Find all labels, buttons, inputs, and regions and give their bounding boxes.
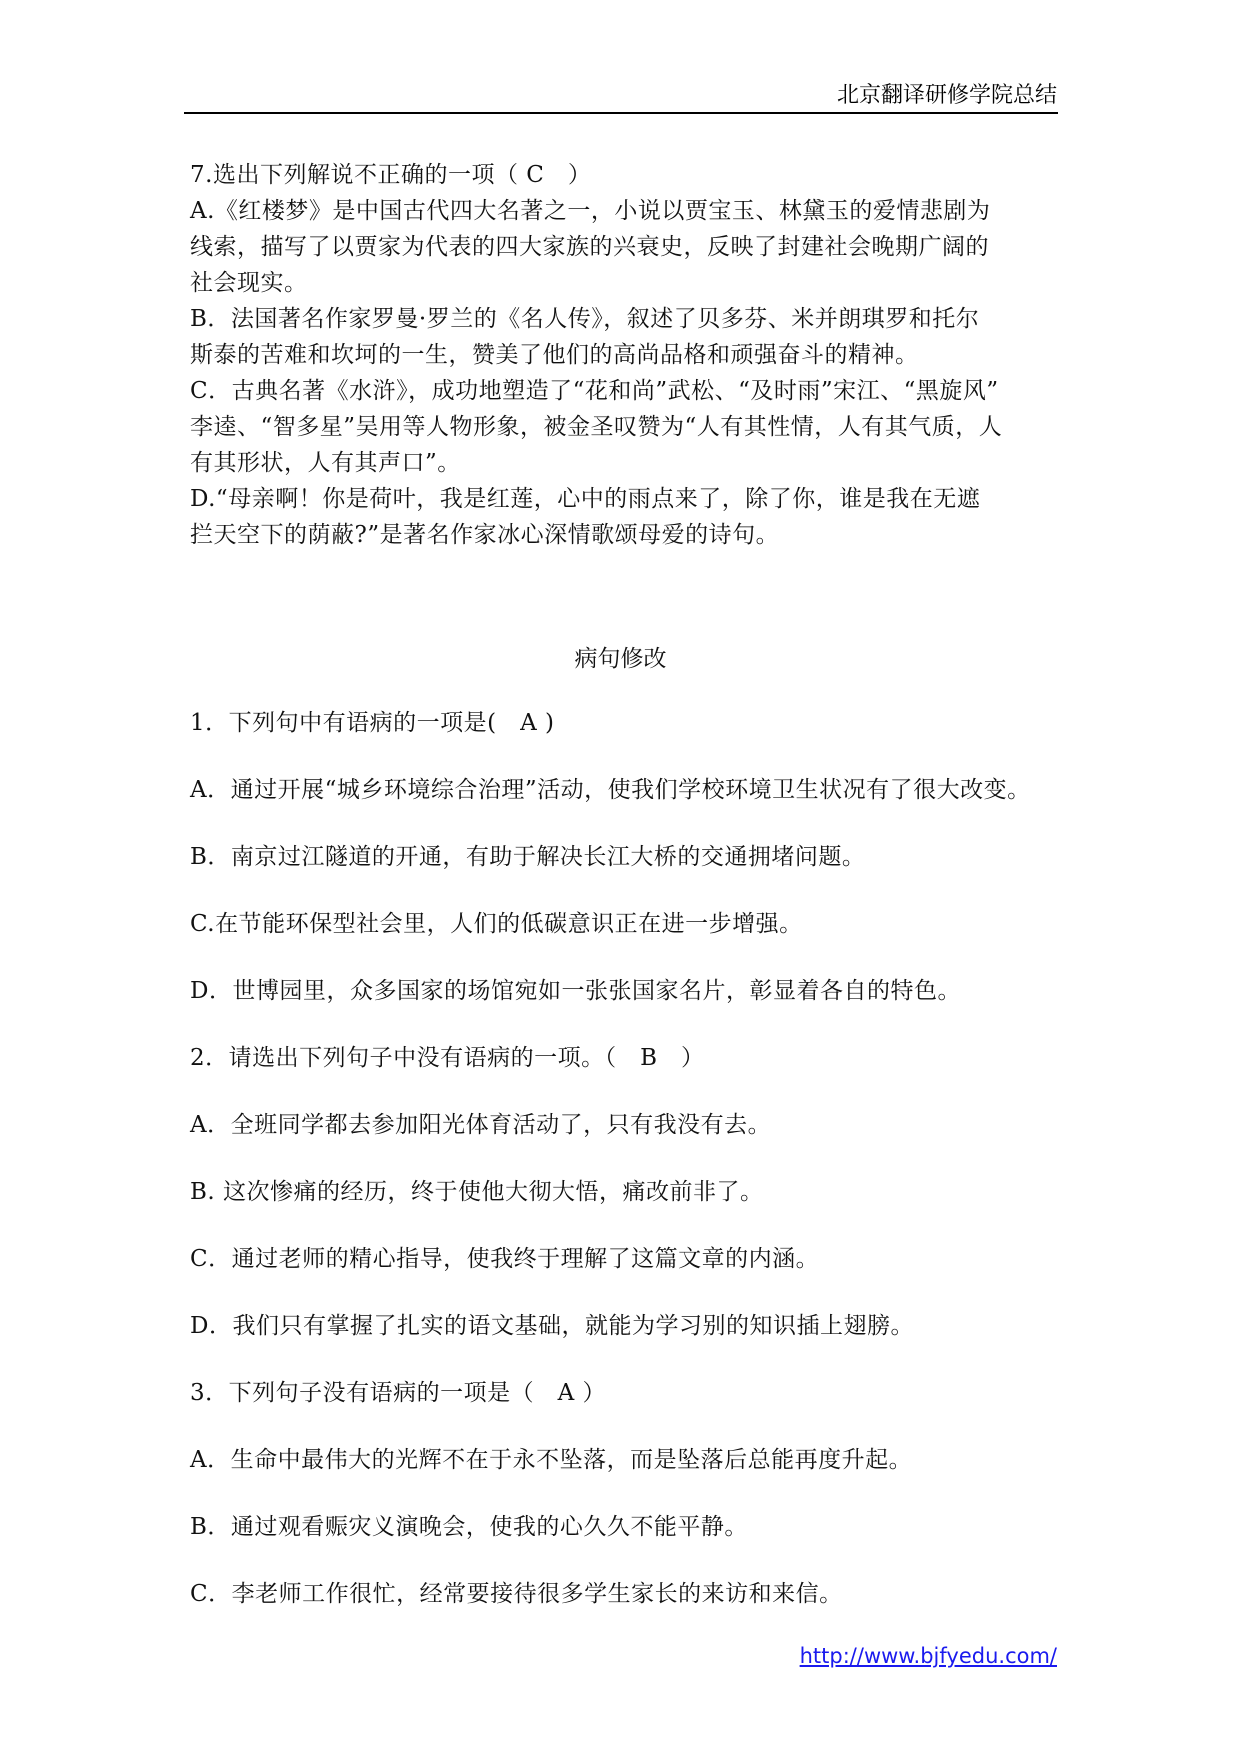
question-7 <box>190 157 1050 553</box>
list-item: B. 这次惨痛的经历，终于使他大彻大悟，痛改前非了。 <box>190 1179 764 1205</box>
list-item: A．全班同学都去参加阳光体育活动了，只有我没有去。 <box>190 1112 772 1138</box>
list-item: D．世博园里，众多国家的场馆宛如一张张国家名片，彰显着各自的特色。 <box>190 978 961 1004</box>
list-item: 1．下列句中有语病的一项是( A ) <box>190 710 555 736</box>
list-item: A．通过开展“城乡环境综合治理”活动，使我们学校环境卫生状况有了很大改变。 <box>190 777 1031 803</box>
question-line: 线索，描写了以贾家为代表的四大家族的兴衰史，反映了封建社会晚期广阔的 <box>190 234 989 260</box>
header-title: 北京翻译研修学院总结 <box>836 83 1057 108</box>
list-item: D．我们只有掌握了扎实的语文基础，就能为学习别的知识插上翅膀。 <box>190 1313 914 1339</box>
question-line: 斯泰的苦难和坎坷的一生，赞美了他们的高尚品格和顽强奋斗的精神。 <box>190 342 919 368</box>
list-item: C．李老师工作很忙，经常要接待很多学生家长的来访和来信。 <box>190 1581 843 1607</box>
list-item: 3．下列句子没有语病的一项是（ A ） <box>190 1380 607 1406</box>
question-line: 社会现实。 <box>190 270 308 296</box>
question-stem: 7.选出下列解说不正确的一项（ C ） <box>190 162 592 188</box>
list-item: C.在节能环保型社会里，人们的低碳意识正在进一步增强。 <box>190 911 803 937</box>
question-line: 有其形状，人有其声口”。 <box>190 450 461 476</box>
question-line: D.“母亲啊！你是荷叶，我是红莲，心中的雨点来了，除了你，谁是我在无遮 <box>190 486 981 512</box>
question-line: A.《红楼梦》是中国古代四大名著之一，小说以贾宝玉、林黛玉的爱情悲剧为 <box>190 198 991 224</box>
question-line: 李逵、“智多星”吴用等人物形象，被金圣叹赞为“人有其性情，人有其气质，人 <box>190 414 1003 440</box>
list-item: B．南京过江隧道的开通，有助于解决长江大桥的交通拥堵问题。 <box>190 844 866 870</box>
question-line: C．古典名著《水浒》，成功地塑造了“花和尚”武松、“及时雨”宋江、“黑旋风” <box>190 378 999 404</box>
list-item: C．通过老师的精心指导，使我终于理解了这篇文章的内涵。 <box>190 1246 820 1272</box>
section-title: 病句修改 <box>574 646 667 672</box>
question-line: B．法国著名作家罗曼·罗兰的《名人传》，叙述了贝多芬、米并朗琪罗和托尔 <box>190 306 980 332</box>
list-item: B．通过观看赈灾义演晚会，使我的心久久不能平静。 <box>190 1514 748 1540</box>
question-line: 拦天空下的荫蔽?”是著名作家冰心深情歌颂母爱的诗句。 <box>190 522 780 548</box>
list-item: A．生命中最伟大的光辉不在于永不坠落，而是坠落后总能再度升起。 <box>190 1447 913 1473</box>
header-divider <box>184 112 1058 114</box>
list-item: 2．请选出下列句子中没有语病的一项。（ B ） <box>190 1045 705 1071</box>
footer-link[interactable]: http://www.bjfyedu.com/ <box>799 1644 1057 1668</box>
